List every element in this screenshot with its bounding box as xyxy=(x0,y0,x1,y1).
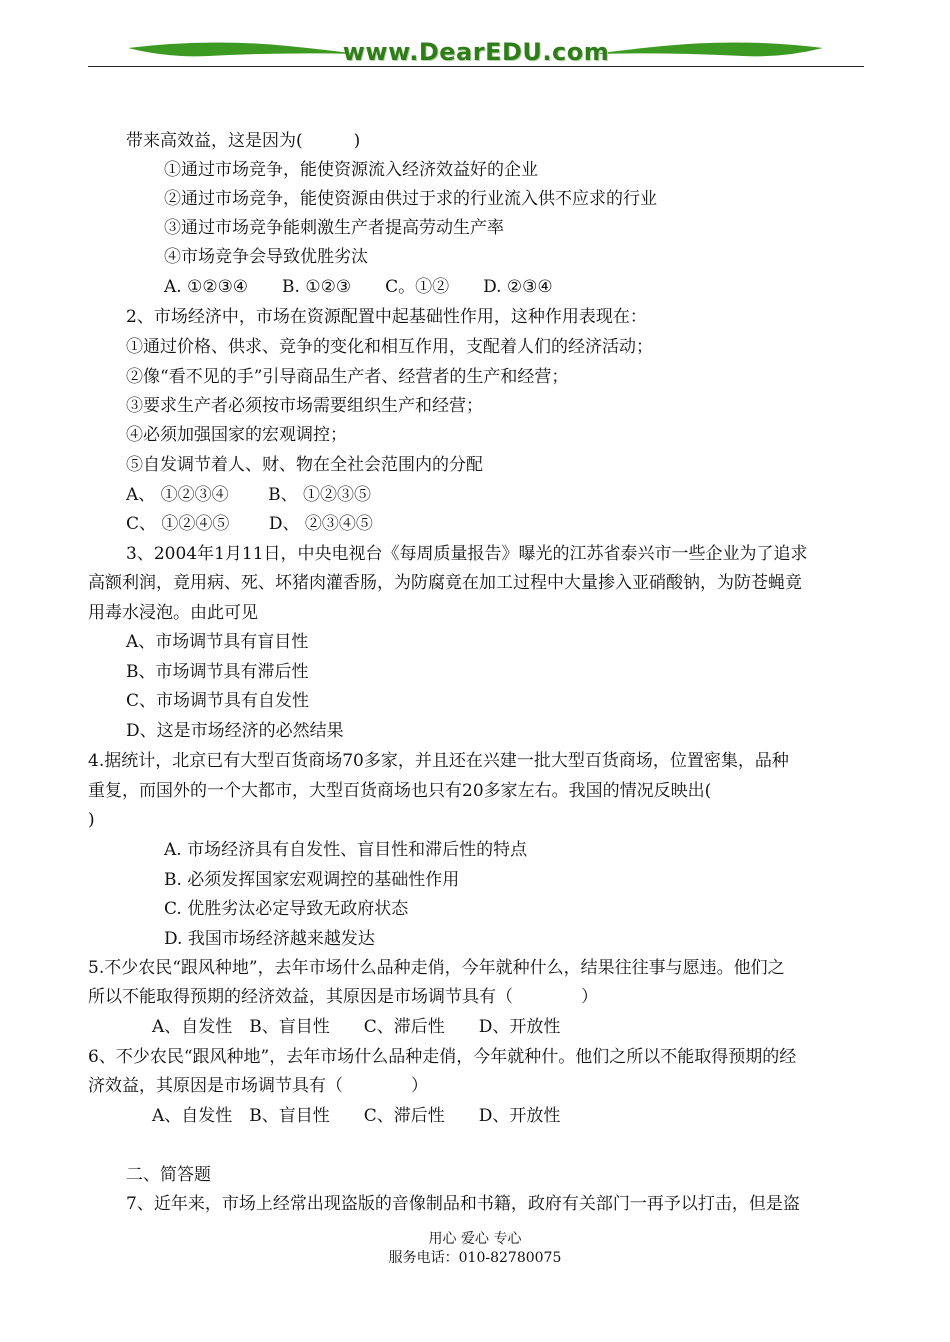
text-line: A. 市场经济具有自发性、盲目性和滞后性的特点 xyxy=(164,840,528,860)
text-line: D、这是市场经济的必然结果 xyxy=(126,721,344,741)
footer-phone: 服务电话：010-82780075 xyxy=(388,1250,562,1266)
text-line: ①通过市场竞争，能使资源流入经济效益好的企业 xyxy=(164,160,538,180)
text-line: 5.不少农民“跟风种地”，去年市场什么品种走俏，今年就种什么，结果往往事与愿违。他们之 xyxy=(88,958,785,978)
text-line: 4.据统计，北京已有大型百货商场70多家，并且还在兴建一批大型百货商场，位置密集，品种 xyxy=(88,751,789,771)
text-line: ②通过市场竞争，能使资源由供过于求的行业流入供不应求的行业 xyxy=(164,189,657,209)
site-logo-text: www.DearEDU.com xyxy=(342,38,610,66)
header-divider xyxy=(88,66,864,67)
text-line: ④市场竞争会导致优胜劣汰 xyxy=(164,247,368,267)
text-line: D. 我国市场经济越来越发达 xyxy=(164,929,375,949)
text-line: 3、2004年1月11日，中央电视台《每周质量报告》曝光的江苏省泰兴市一些企业为了追求 xyxy=(126,544,808,564)
text-line: C、 ①②④⑤ D、 ②③④⑤ xyxy=(126,514,373,534)
text-line: C、市场调节具有自发性 xyxy=(126,691,310,711)
text-line: ⑤自发调节着人、财、物在全社会范围内的分配 xyxy=(126,455,483,475)
text-line: 带来高效益，这是因为( ) xyxy=(126,131,361,151)
text-line: ④必须加强国家的宏观调控； xyxy=(126,425,347,445)
text-line: A、自发性 B、盲目性 C、滞后性 D、开放性 xyxy=(152,1106,561,1126)
text-line: ③要求生产者必须按市场需要组织生产和经营； xyxy=(126,396,483,416)
text-line: A、自发性 B、盲目性 C、滞后性 D、开放性 xyxy=(152,1017,561,1037)
text-line: 济效益，其原因是市场调节具有（ ） xyxy=(88,1076,428,1096)
text-line: C. 优胜劣汰必定导致无政府状态 xyxy=(164,899,409,919)
text-line: A. ①②③④ B. ①②③ C。①② D. ②③④ xyxy=(164,277,553,297)
text-line: 7、近年来，市场上经常出现盗版的音像制品和书籍，政府有关部门一再予以打击，但是盗 xyxy=(126,1194,800,1214)
header-banner xyxy=(88,36,864,70)
text-line: 重复，而国外的一个大都市，大型百货商场也只有20多家左右。我国的情况反映出( xyxy=(88,781,712,801)
text-line: A、 ①②③④ B、 ①②③⑤ xyxy=(126,485,371,505)
footer-slogan: 用心 爱心 专心 xyxy=(428,1231,522,1247)
text-line: ③通过市场竞争能刺激生产者提高劳动生产率 xyxy=(164,218,504,238)
text-line: 二、简答题 xyxy=(126,1165,211,1185)
text-line: ②像“看不见的手”引导商品生产者、经营者的生产和经营； xyxy=(126,367,569,387)
text-line: ) xyxy=(88,810,95,830)
text-line: 高额利润，竟用病、死、坏猪肉灌香肠，为防腐竟在加工过程中大量掺入亚硝酸钠，为防苍蝇竟 xyxy=(88,573,802,593)
text-line: 6、不少农民“跟风种地”，去年市场什么品种走俏，今年就种什。他们之所以不能取得预期的经 xyxy=(88,1047,797,1067)
text-line: 2、市场经济中，市场在资源配置中起基础性作用，这种作用表现在： xyxy=(126,307,647,327)
text-line: 所以不能取得预期的经济效益，其原因是市场调节具有（ ） xyxy=(88,987,598,1007)
text-line: A、市场调节具有盲目性 xyxy=(126,632,309,652)
text-line: 用毒水浸泡。由此可见 xyxy=(88,603,258,623)
text-line: B、市场调节具有滞后性 xyxy=(126,662,309,682)
text-line: ①通过价格、供求、竞争的变化和相互作用，支配着人们的经济活动； xyxy=(126,337,653,357)
text-line: B. 必须发挥国家宏观调控的基础性作用 xyxy=(164,870,460,890)
